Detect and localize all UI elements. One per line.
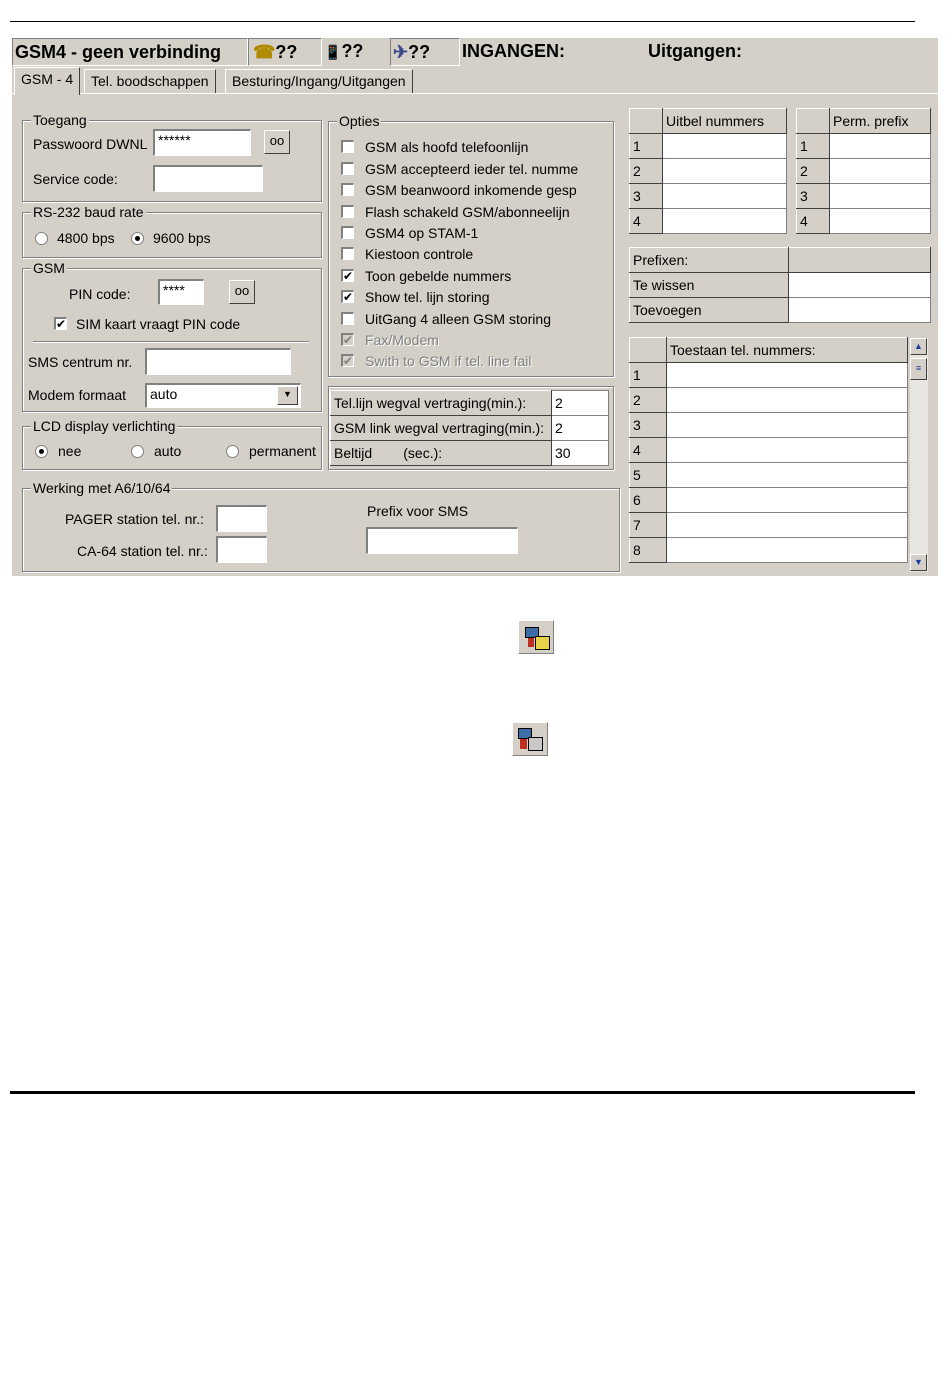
toestaan-row-num: 4 [630, 438, 667, 463]
te-wissen-cell[interactable] [789, 273, 931, 298]
password-label: Passwoord DWNL [33, 136, 148, 152]
sms-centrum-field[interactable] [145, 348, 291, 375]
option-6-checkbox[interactable]: ✔ [343, 269, 354, 283]
delay-row [331, 441, 609, 466]
ca64-field[interactable] [216, 536, 267, 563]
delay-value-0[interactable]: 2 [552, 391, 609, 416]
delay-row [331, 416, 609, 441]
phone-status [248, 38, 322, 66]
delay-value-2[interactable]: 30 [552, 441, 609, 466]
delay-label-2: Beltijd (sec.): [331, 441, 552, 466]
option-5-checkbox[interactable] [341, 247, 354, 260]
service-code-field[interactable] [153, 165, 263, 192]
delay-row [331, 391, 609, 416]
delays-table [330, 390, 609, 466]
toegang-legend: Toegang [33, 112, 87, 128]
table-row [630, 184, 787, 209]
gsm-status-value: ?? [341, 41, 364, 61]
baud-9600-radio[interactable] [131, 232, 144, 245]
prefix-sms-field[interactable] [366, 527, 518, 554]
tab-gsm4[interactable]: GSM - 4 [14, 67, 80, 95]
uitbel-cell[interactable] [663, 209, 787, 234]
toestaan-cell[interactable] [667, 513, 908, 538]
toestaan-header: Toestaan tel. nummers: [667, 338, 908, 363]
lcd-nee-label: nee [58, 443, 82, 459]
gsm-separator [33, 341, 309, 343]
prefixen-header-value [789, 248, 931, 273]
lcd-legend: LCD display verlichting [33, 418, 176, 434]
baud-legend: RS-232 baud rate [33, 204, 144, 220]
password-field[interactable]: ****** [153, 129, 251, 156]
perm-cell[interactable] [830, 209, 931, 234]
table-row [630, 134, 787, 159]
scroll-thumb[interactable]: ≡ [910, 358, 927, 380]
toestaan-row-num: 7 [630, 513, 667, 538]
antenna-status [390, 38, 460, 66]
baud-4800-label: 4800 bps [57, 230, 115, 246]
option-2-checkbox[interactable] [341, 183, 354, 196]
show-pin-button[interactable] [229, 280, 255, 304]
toestaan-scrollbar[interactable] [910, 338, 928, 572]
ca64-icon-module [528, 737, 543, 751]
lcd-permanent-label: permanent [249, 443, 316, 459]
table-row [630, 438, 908, 463]
phone-status-value: ?? [275, 42, 298, 62]
uitbel-cell[interactable] [663, 159, 787, 184]
perm-row-num: 2 [797, 159, 830, 184]
prefix-sms-label: Prefix voor SMS [367, 503, 469, 519]
modem-format-select[interactable]: auto [145, 383, 301, 408]
option-0-checkbox[interactable] [341, 140, 354, 153]
option-10-checkbox: ✔ [343, 354, 354, 368]
pager-field[interactable] [216, 505, 267, 532]
option-1-checkbox[interactable] [341, 162, 354, 175]
toegang-group [22, 112, 322, 202]
gsm4-window [12, 38, 938, 576]
antenna-icon: ✈ [393, 42, 409, 62]
prefixen-header: Prefixen: [630, 248, 789, 273]
phone-icon: ☎ [253, 42, 276, 62]
option-4-label: GSM4 op STAM-1 [365, 225, 479, 241]
table-row [797, 159, 931, 184]
antenna-status-value: ?? [408, 42, 431, 62]
ca64-icon-module [535, 636, 550, 650]
bottom-rule [10, 1091, 915, 1094]
prefixen-table [629, 247, 931, 323]
pager-label: PAGER station tel. nr.: [65, 511, 205, 527]
scroll-up-icon[interactable]: ▲ [910, 338, 927, 355]
option-8-checkbox[interactable] [341, 312, 354, 325]
uitbel-corner [630, 109, 663, 134]
option-3-checkbox[interactable] [341, 205, 354, 218]
toestaan-cell[interactable] [667, 463, 908, 488]
table-row [797, 209, 931, 234]
toestaan-corner [630, 338, 667, 363]
uitbel-row-num: 2 [630, 159, 663, 184]
gsm-legend: GSM [33, 260, 65, 276]
table-row [630, 488, 908, 513]
gsm-status [320, 38, 392, 64]
table-row [630, 159, 787, 184]
delay-label-1: GSM link wegval vertraging(min.): [331, 416, 552, 441]
gsm-phone-icon: 📱 [324, 44, 342, 60]
option-0-label: GSM als hoofd telefoonlijn [365, 139, 529, 155]
tab-tel-boodschappen[interactable]: Tel. boodschappen [84, 69, 216, 94]
werking-legend: Werking met A6/10/64 [33, 480, 171, 496]
glasses-icon: oo [234, 283, 250, 298]
ca64-icon-wire [520, 739, 527, 749]
table-row [630, 273, 931, 298]
werking-group [22, 480, 620, 572]
table-row [630, 463, 908, 488]
lcd-permanent-radio[interactable] [226, 445, 239, 458]
toestaan-row-num: 8 [630, 538, 667, 563]
modem-format-label: Modem formaat [28, 387, 127, 403]
table-row [797, 184, 931, 209]
option-1-label: GSM accepteerd ieder tel. numme [365, 161, 579, 177]
ca64-icon[interactable] [512, 722, 548, 756]
option-9-label: Fax/Modem [365, 332, 439, 348]
toestaan-table [629, 337, 908, 563]
table-row [630, 538, 908, 563]
perm-prefix-table [796, 108, 931, 234]
lcd-nee-radio[interactable] [35, 445, 48, 458]
sms-centrum-label: SMS centrum nr. [28, 354, 133, 370]
toestaan-row-num: 1 [630, 363, 667, 388]
table-row [630, 363, 908, 388]
perm-cell[interactable] [830, 159, 931, 184]
opties-legend: Opties [339, 113, 380, 129]
toestaan-cell[interactable] [667, 413, 908, 438]
sim-pin-checkbox[interactable]: ✔ [56, 317, 67, 331]
uitbel-row-num: 3 [630, 184, 663, 209]
chevron-down-icon[interactable]: ▼ [277, 386, 298, 405]
toestaan-cell[interactable] [667, 363, 908, 388]
lcd-group [22, 418, 322, 470]
show-password-button[interactable] [264, 130, 290, 154]
outputs-label: Uitgangen: [648, 41, 742, 61]
delay-value-1[interactable]: 2 [552, 416, 609, 441]
option-7-label: Show tel. lijn storing [365, 289, 490, 305]
option-5-label: Kiestoon controle [365, 246, 474, 262]
toestaan-cell[interactable] [667, 388, 908, 413]
toevoegen-label: Toevoegen [630, 298, 789, 323]
service-code-label: Service code: [33, 171, 118, 187]
te-wissen-label: Te wissen [630, 273, 789, 298]
connection-status: GSM4 - geen verbinding [12, 38, 248, 66]
perm-corner [797, 109, 830, 134]
table-row [797, 134, 931, 159]
tab-baseline [12, 93, 938, 94]
option-4-checkbox[interactable] [341, 226, 354, 239]
option-9-checkbox: ✔ [343, 333, 354, 347]
lcd-auto-label: auto [154, 443, 182, 459]
table-row [630, 388, 908, 413]
option-7-checkbox[interactable]: ✔ [343, 290, 354, 304]
table-row [630, 513, 908, 538]
toestaan-row-num: 2 [630, 388, 667, 413]
ca64-label: CA-64 station tel. nr.: [77, 543, 208, 559]
uitbel-cell[interactable] [663, 184, 787, 209]
tab-besturing[interactable]: Besturing/Ingang/Uitgangen [225, 69, 413, 94]
sim-pin-label: SIM kaart vraagt PIN code [76, 316, 241, 332]
lcd-auto-radio[interactable] [131, 445, 144, 458]
option-8-label: UitGang 4 alleen GSM storing [365, 311, 551, 327]
perm-row-num: 4 [797, 209, 830, 234]
toestaan-row-num: 5 [630, 463, 667, 488]
option-3-label: Flash schakeld GSM/abonneelijn [365, 204, 570, 220]
pin-field[interactable]: **** [158, 279, 204, 305]
toestaan-cell[interactable] [667, 438, 908, 463]
perm-row-num: 1 [797, 134, 830, 159]
perm-header: Perm. prefix [830, 109, 931, 134]
table-row [630, 209, 787, 234]
table-row [630, 413, 908, 438]
baud-9600-label: 9600 bps [153, 230, 211, 246]
uitbel-table [629, 108, 787, 234]
uitbel-row-num: 4 [630, 209, 663, 234]
top-rule [10, 21, 915, 22]
baud-group [22, 204, 322, 258]
pin-label: PIN code: [69, 286, 131, 302]
toestaan-cell[interactable] [667, 488, 908, 513]
inputs-label: INGANGEN: [462, 41, 565, 61]
glasses-icon: oo [269, 133, 285, 148]
option-6-label: Toon gebelde nummers [365, 268, 512, 284]
uitbel-header: Uitbel nummers [663, 109, 787, 134]
delay-label-0: Tel.lijn wegval vertraging(min.): [331, 391, 552, 416]
ca64-icon-wire [528, 638, 534, 647]
toestaan-row-num: 3 [630, 413, 667, 438]
uitbel-row-num: 1 [630, 134, 663, 159]
table-row [630, 298, 931, 323]
ca64-icon[interactable] [518, 620, 554, 654]
perm-cell[interactable] [830, 134, 931, 159]
toestaan-cell[interactable] [667, 538, 908, 563]
option-10-label: Swith to GSM if tel. line fail [365, 353, 532, 369]
scroll-down-icon[interactable]: ▼ [910, 554, 927, 571]
gsm-group [22, 260, 322, 412]
toevoegen-cell[interactable] [789, 298, 931, 323]
baud-4800-radio[interactable] [35, 232, 48, 245]
option-2-label: GSM beanwoord inkomende gesp [365, 182, 577, 198]
toestaan-row-num: 6 [630, 488, 667, 513]
perm-cell[interactable] [830, 184, 931, 209]
opties-group [328, 113, 614, 377]
perm-row-num: 3 [797, 184, 830, 209]
uitbel-cell[interactable] [663, 134, 787, 159]
